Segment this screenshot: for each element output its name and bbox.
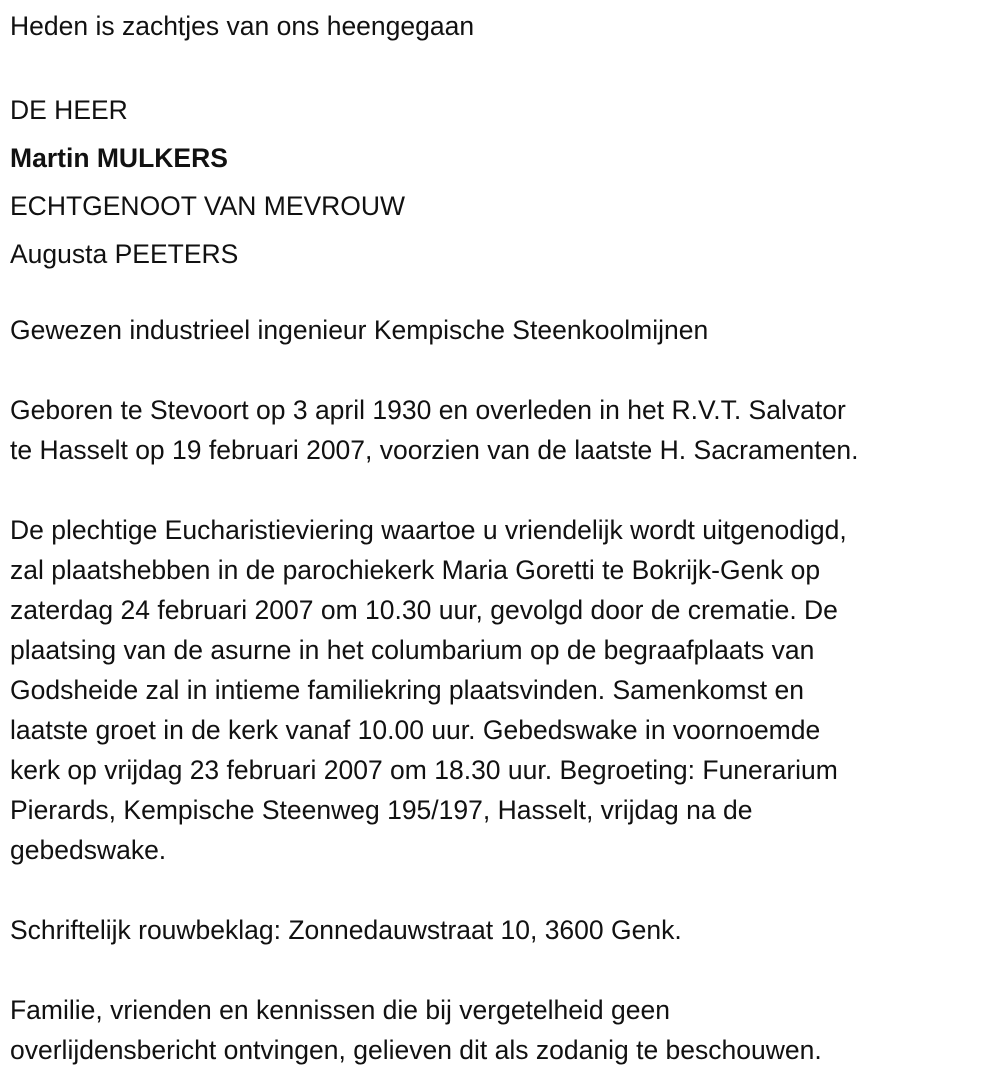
text-line: Geboren te Stevoort op 3 april 1930 en overleden in het R.V.T. Salvator	[10, 395, 846, 425]
intro-text: Heden is zachtjes van ons heengegaan	[10, 11, 475, 41]
relation-text: ECHTGENOOT VAN MEVROUW	[10, 191, 406, 221]
profession-text: Gewezen industrieel ingenieur Kempische Steenkoolmijnen	[10, 315, 709, 345]
title-prefix: DE HEER	[10, 95, 128, 125]
text-line: zaterdag 24 februari 2007 om 10.30 uur, gevolgd door de crematie. De	[10, 595, 838, 625]
deceased-header	[10, 86, 1000, 278]
birth-death-paragraph	[10, 390, 1000, 470]
intro-paragraph	[10, 6, 1000, 46]
text-line: Godsheide zal in intieme familiekring plaatsvinden. Samenkomst en	[10, 675, 804, 705]
text-line: kerk op vrijdag 23 februari 2007 om 18.30 uur. Begroeting: Funerarium	[10, 755, 838, 785]
text-line: Familie, vrienden en kennissen die bij vergetelheid geen	[10, 995, 670, 1025]
profession-paragraph	[10, 310, 1000, 350]
text-line: Pierards, Kempische Steenweg 195/197, Hasselt, vrijdag na de	[10, 795, 753, 825]
condolences-paragraph	[10, 910, 1000, 950]
text-line: laatste groet in de kerk vanaf 10.00 uur. Gebedswake in voornoemde	[10, 715, 821, 745]
ceremony-paragraph	[10, 510, 1000, 870]
text-line: zal plaatshebben in de parochiekerk Maria Goretti te Bokrijk-Genk op	[10, 555, 821, 585]
text-line: te Hasselt op 19 februari 2007, voorzien van de laatste H. Sacramenten.	[10, 435, 859, 465]
closing-paragraph	[10, 990, 1000, 1070]
text-line: gebedswake.	[10, 835, 167, 865]
text-line: De plechtige Eucharistieviering waartoe u vriendelijk wordt uitgenodigd,	[10, 515, 847, 545]
text-line: overlijdensbericht ontvingen, gelieven dit als zodanig te beschouwen.	[10, 1035, 822, 1065]
deceased-name: Martin MULKERS	[10, 143, 228, 173]
text-line: plaatsing van de asurne in het columbarium op de begraafplaats van	[10, 635, 815, 665]
spouse-name: Augusta PEETERS	[10, 239, 239, 269]
condolences-text: Schriftelijk rouwbeklag: Zonnedauwstraat 10, 3600 Genk.	[10, 915, 682, 945]
